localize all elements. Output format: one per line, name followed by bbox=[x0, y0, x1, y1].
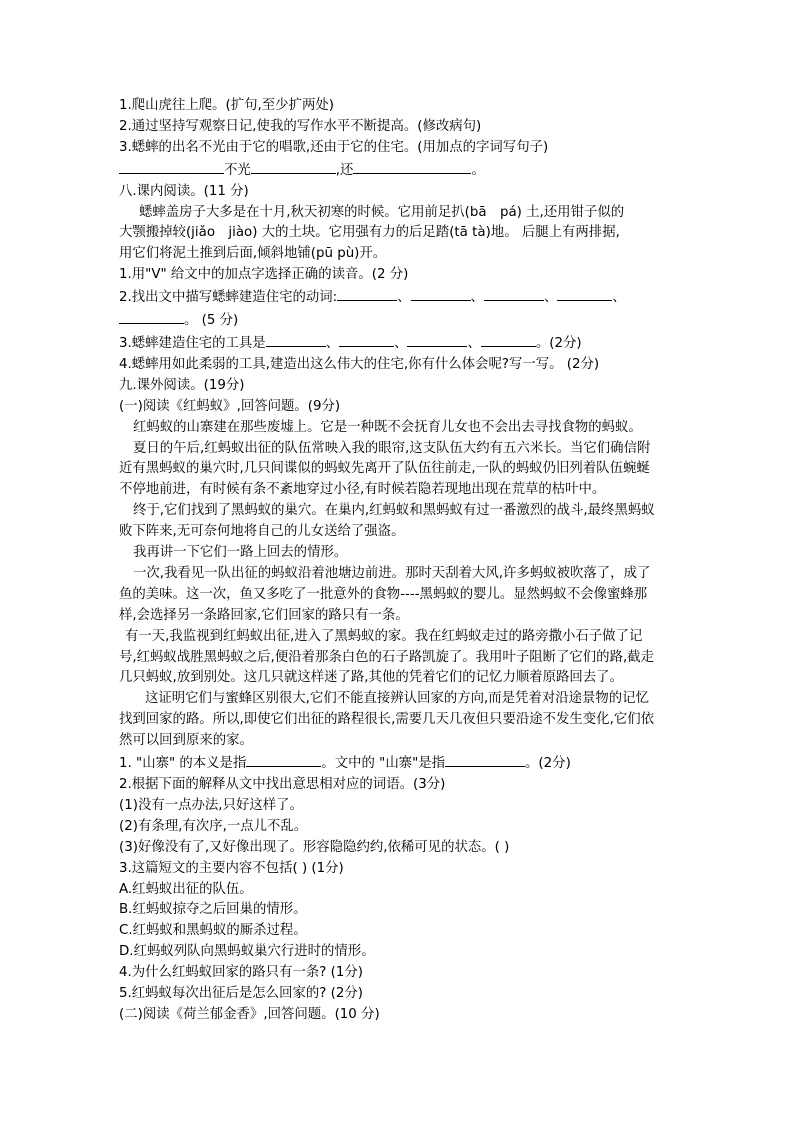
question-8-3: 3.蟋蟀建造住宅的工具是 、 、 、 。(2分) bbox=[119, 332, 685, 355]
answer-blank[interactable] bbox=[557, 286, 612, 301]
passage-line: 终于,它们找到了黑蚂蚁的巢穴。在巢内,红蚂蚁和黑蚂蚁有过一番激烈的战斗,最终黑蚂蚁 bbox=[133, 503, 655, 519]
exam-page bbox=[119, 96, 685, 1026]
question-8-2: 2.找出文中描写蟋蟀建造住宅的动词: 、 、 、 、 bbox=[119, 286, 685, 309]
question-7-1: 1.爬山虎往上爬。(扩句,至少扩两处) bbox=[119, 98, 334, 113]
part-2-title: (二)阅读《荷兰郁金香》,回答问题。(10 分) bbox=[119, 1006, 380, 1022]
passage-line: 近有黑蚂蚁的巢穴时,几只间谍似的蚂蚁先离开了队伍往前走,一队的蚂蚁仍旧列着队伍蜿蜒 bbox=[119, 461, 650, 477]
passage-line: 败下阵来,无可奈何地将自己的儿女送给了强盗。 bbox=[119, 524, 405, 540]
question-9-3: 3.这篇短文的主要内容不包括( ) (1分) bbox=[119, 860, 344, 876]
question-7-3-answer-line: 不光 ,还 。 bbox=[119, 159, 685, 182]
question-7-3: 3.蟋蟀的出名不光由于它的唱歌,还由于它的住宅。(用加点的字词写句子) bbox=[119, 139, 549, 155]
passage-line: 找到回家的路。所以,即使它们出征的路程很长,需要几天几夜但只要沿途不发生变化,它们依 bbox=[119, 712, 655, 728]
question-8-1: 1.用"V" 给文中的加点字选择正确的读音。(2 分) bbox=[119, 267, 409, 283]
passage-line: 这证明它们与蜜蜂区别很大,它们不能直接辨认回家的方向,而是凭着对沿途景物的记忆 bbox=[145, 691, 649, 707]
question-8-4: 4.蟋蟀用如此柔弱的工具,建造出这么伟大的住宅,你有什么体会呢?写一写。 (2分) bbox=[119, 356, 600, 372]
question-9-5: 5.红蚂蚁每次出征后是怎么回家的? (2分) bbox=[119, 986, 363, 1002]
section-9-title: 九.课外阅读。(19分) bbox=[119, 377, 245, 393]
answer-blank[interactable] bbox=[353, 159, 471, 174]
answer-blank[interactable] bbox=[251, 159, 336, 174]
answer-blank[interactable] bbox=[266, 332, 326, 347]
question-9-1: 1. "山寨" 的本义是指 。文中的 "山寨"是指 。(2分) bbox=[119, 752, 685, 775]
passage-line: 夏日的午后,红蚂蚁出征的队伍常映入我的眼帘,这支队伍大约有五六米长。当它们确信附 bbox=[133, 440, 651, 456]
section-8-passage-line: 大颚搬掉较(jiǎo jiào) 大的土块。它用强有力的后足踏(tā tà)地。 后腿上有两排据, bbox=[119, 225, 620, 241]
passage-line: 一次,我看见一队出征的蚂蚁沿着池塘边前进。那时天刮着大风,许多蚂蚁被吹落了，成了 bbox=[133, 565, 651, 581]
question-9-2-item: (3)好像没有了,又好像出现了。形容隐隐约约,依稀可见的状态。( ) bbox=[119, 839, 510, 855]
question-9-2-item: (2)有条理,有次序,一点儿不乱。 bbox=[119, 818, 308, 834]
passage-line: 有一天,我监视到红蚂蚁出征,进入了黑蚂蚁的家。我在红蚂蚁走过的路旁撒小石子做了记 bbox=[125, 628, 643, 644]
passage-line: 红蚂蚁的山寨建在那些废墟上。它是一种既不会抚育儿女也不会出去寻找食物的蚂蚁。 bbox=[133, 419, 642, 435]
answer-blank[interactable] bbox=[407, 332, 467, 347]
section-8-passage-line: 蟋蟀盖房子大多是在十月,秋天初寒的时候。它用前足扒(bā pá) 土,还用钳子似的 bbox=[139, 204, 625, 220]
answer-blank[interactable] bbox=[484, 286, 544, 301]
option-d: D.红蚂蚁列队向黑蚂蚁巢穴行进时的情形。 bbox=[119, 944, 375, 960]
passage-line: 不停地前进，有时候有条不紊地穿过小径,有时候若隐若现地出现在荒草的枯叶中。 bbox=[119, 482, 606, 498]
answer-blank[interactable] bbox=[119, 309, 184, 324]
answer-blank[interactable] bbox=[119, 159, 224, 174]
passage-line: 我再讲一下它们一路上回去的情形。 bbox=[133, 545, 348, 561]
passage-line: 然可以回到原来的家。 bbox=[119, 733, 253, 749]
passage-line: 鱼的美味。这一次，鱼又多吃了一批意外的食物----黑蚂蚁的婴儿。显然蚂蚁不会像蜜蜂那 bbox=[119, 586, 648, 602]
passage-line: 样,会选择另一条路回家,它们回家的路只有一条。 bbox=[119, 607, 409, 623]
question-9-2-item: (1)没有一点办法,只好这样了。 bbox=[119, 797, 303, 813]
option-a: A.红蚂蚁出征的队伍。 bbox=[119, 881, 253, 897]
answer-blank[interactable] bbox=[481, 332, 536, 347]
option-c: C.红蚂蚁和黑蚂蚁的厮杀过程。 bbox=[119, 923, 307, 939]
question-9-4: 4.为什么红蚂蚁回家的路只有一条? (1分) bbox=[119, 965, 363, 981]
question-7-2: 2.通过坚持写观察日记,使我的写作水平不断提高。(修改病句) bbox=[119, 118, 482, 134]
part-1-title: (一)阅读《红蚂蚁》,回答问题。(9分) bbox=[119, 398, 341, 414]
answer-blank[interactable] bbox=[339, 332, 394, 347]
passage-line: 几只蚂蚁,放到别处。这几只就这样迷了路,其他的凭着它们的记忆力顺着原路回去了。 bbox=[119, 670, 623, 686]
answer-blank[interactable] bbox=[246, 752, 321, 767]
section-8-passage-line: 用它们将泥土推到后面,倾斜地铺(pū pù)开。 bbox=[119, 246, 387, 262]
passage-line: 号,红蚂蚁战胜黑蚂蚁之后,便沿着那条白色的石子路凯旋了。我用叶子阻断了它们的路,截走 bbox=[119, 649, 655, 665]
question-9-2: 2.根据下面的解释从文中找出意思相对应的词语。(3分) bbox=[119, 777, 446, 792]
section-8-title: 八.课内阅读。(11 分) bbox=[119, 183, 249, 199]
answer-blank[interactable] bbox=[337, 286, 397, 301]
answer-blank[interactable] bbox=[445, 752, 525, 767]
option-b: B.红蚂蚁掠夺之后回巢的情形。 bbox=[119, 902, 307, 918]
question-8-2-cont: 。 (5 分) bbox=[119, 309, 685, 332]
answer-blank[interactable] bbox=[411, 286, 471, 301]
